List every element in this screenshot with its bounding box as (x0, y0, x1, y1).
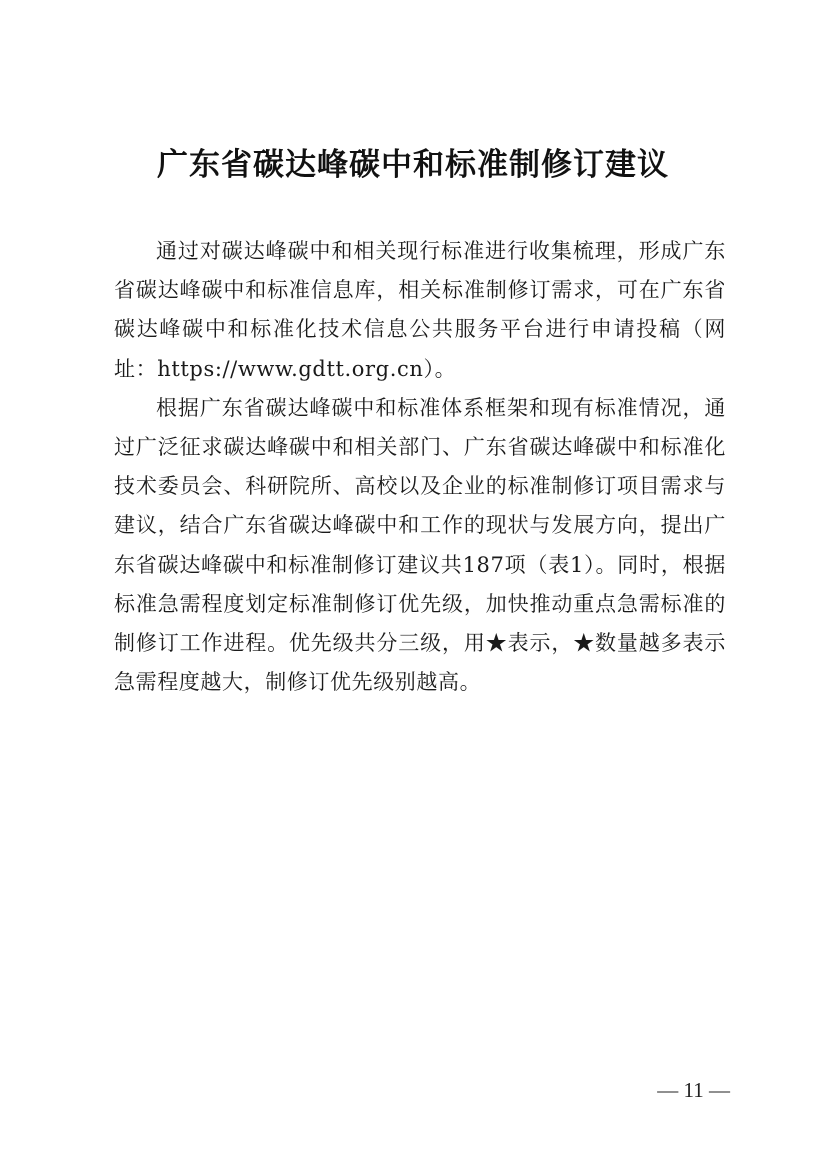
paragraph-intro: 通过对碳达峰碳中和相关现行标准进行收集梳理，形成广东省碳达峰碳中和标准信息库，相关标准制修订需求，可在广东省碳达峰碳中和标准化技术信息公共服务平台进行申请投稿（网址：https://www.gdtt.org.cn）。 (114, 239, 726, 381)
paragraph-recommendations: 根据广东省碳达峰碳中和标准体系框架和现有标准情况，通过广泛征求碳达峰碳中和相关部门、广东省碳达峰碳中和标准化技术委员会、科研院所、高校以及企业的标准制修订项目需求与建议，结合广东省碳达峰碳中和工作的现状与发展方向，提出广东省碳达峰碳中和标准制修订建议共187项（表1）。同时，根据标准急需程度划定标准制修订优先级，加快推动重点急需标准的制修订工作进程。优先级共分三级，用★表示，★数量越多表示急需程度越大，制修订优先级别越高。 (114, 395, 726, 695)
page-title: 广东省碳达峰碳中和标准制修订建议 (157, 147, 669, 183)
page-number: — 11 — (657, 1078, 730, 1102)
body-text (114, 232, 726, 702)
